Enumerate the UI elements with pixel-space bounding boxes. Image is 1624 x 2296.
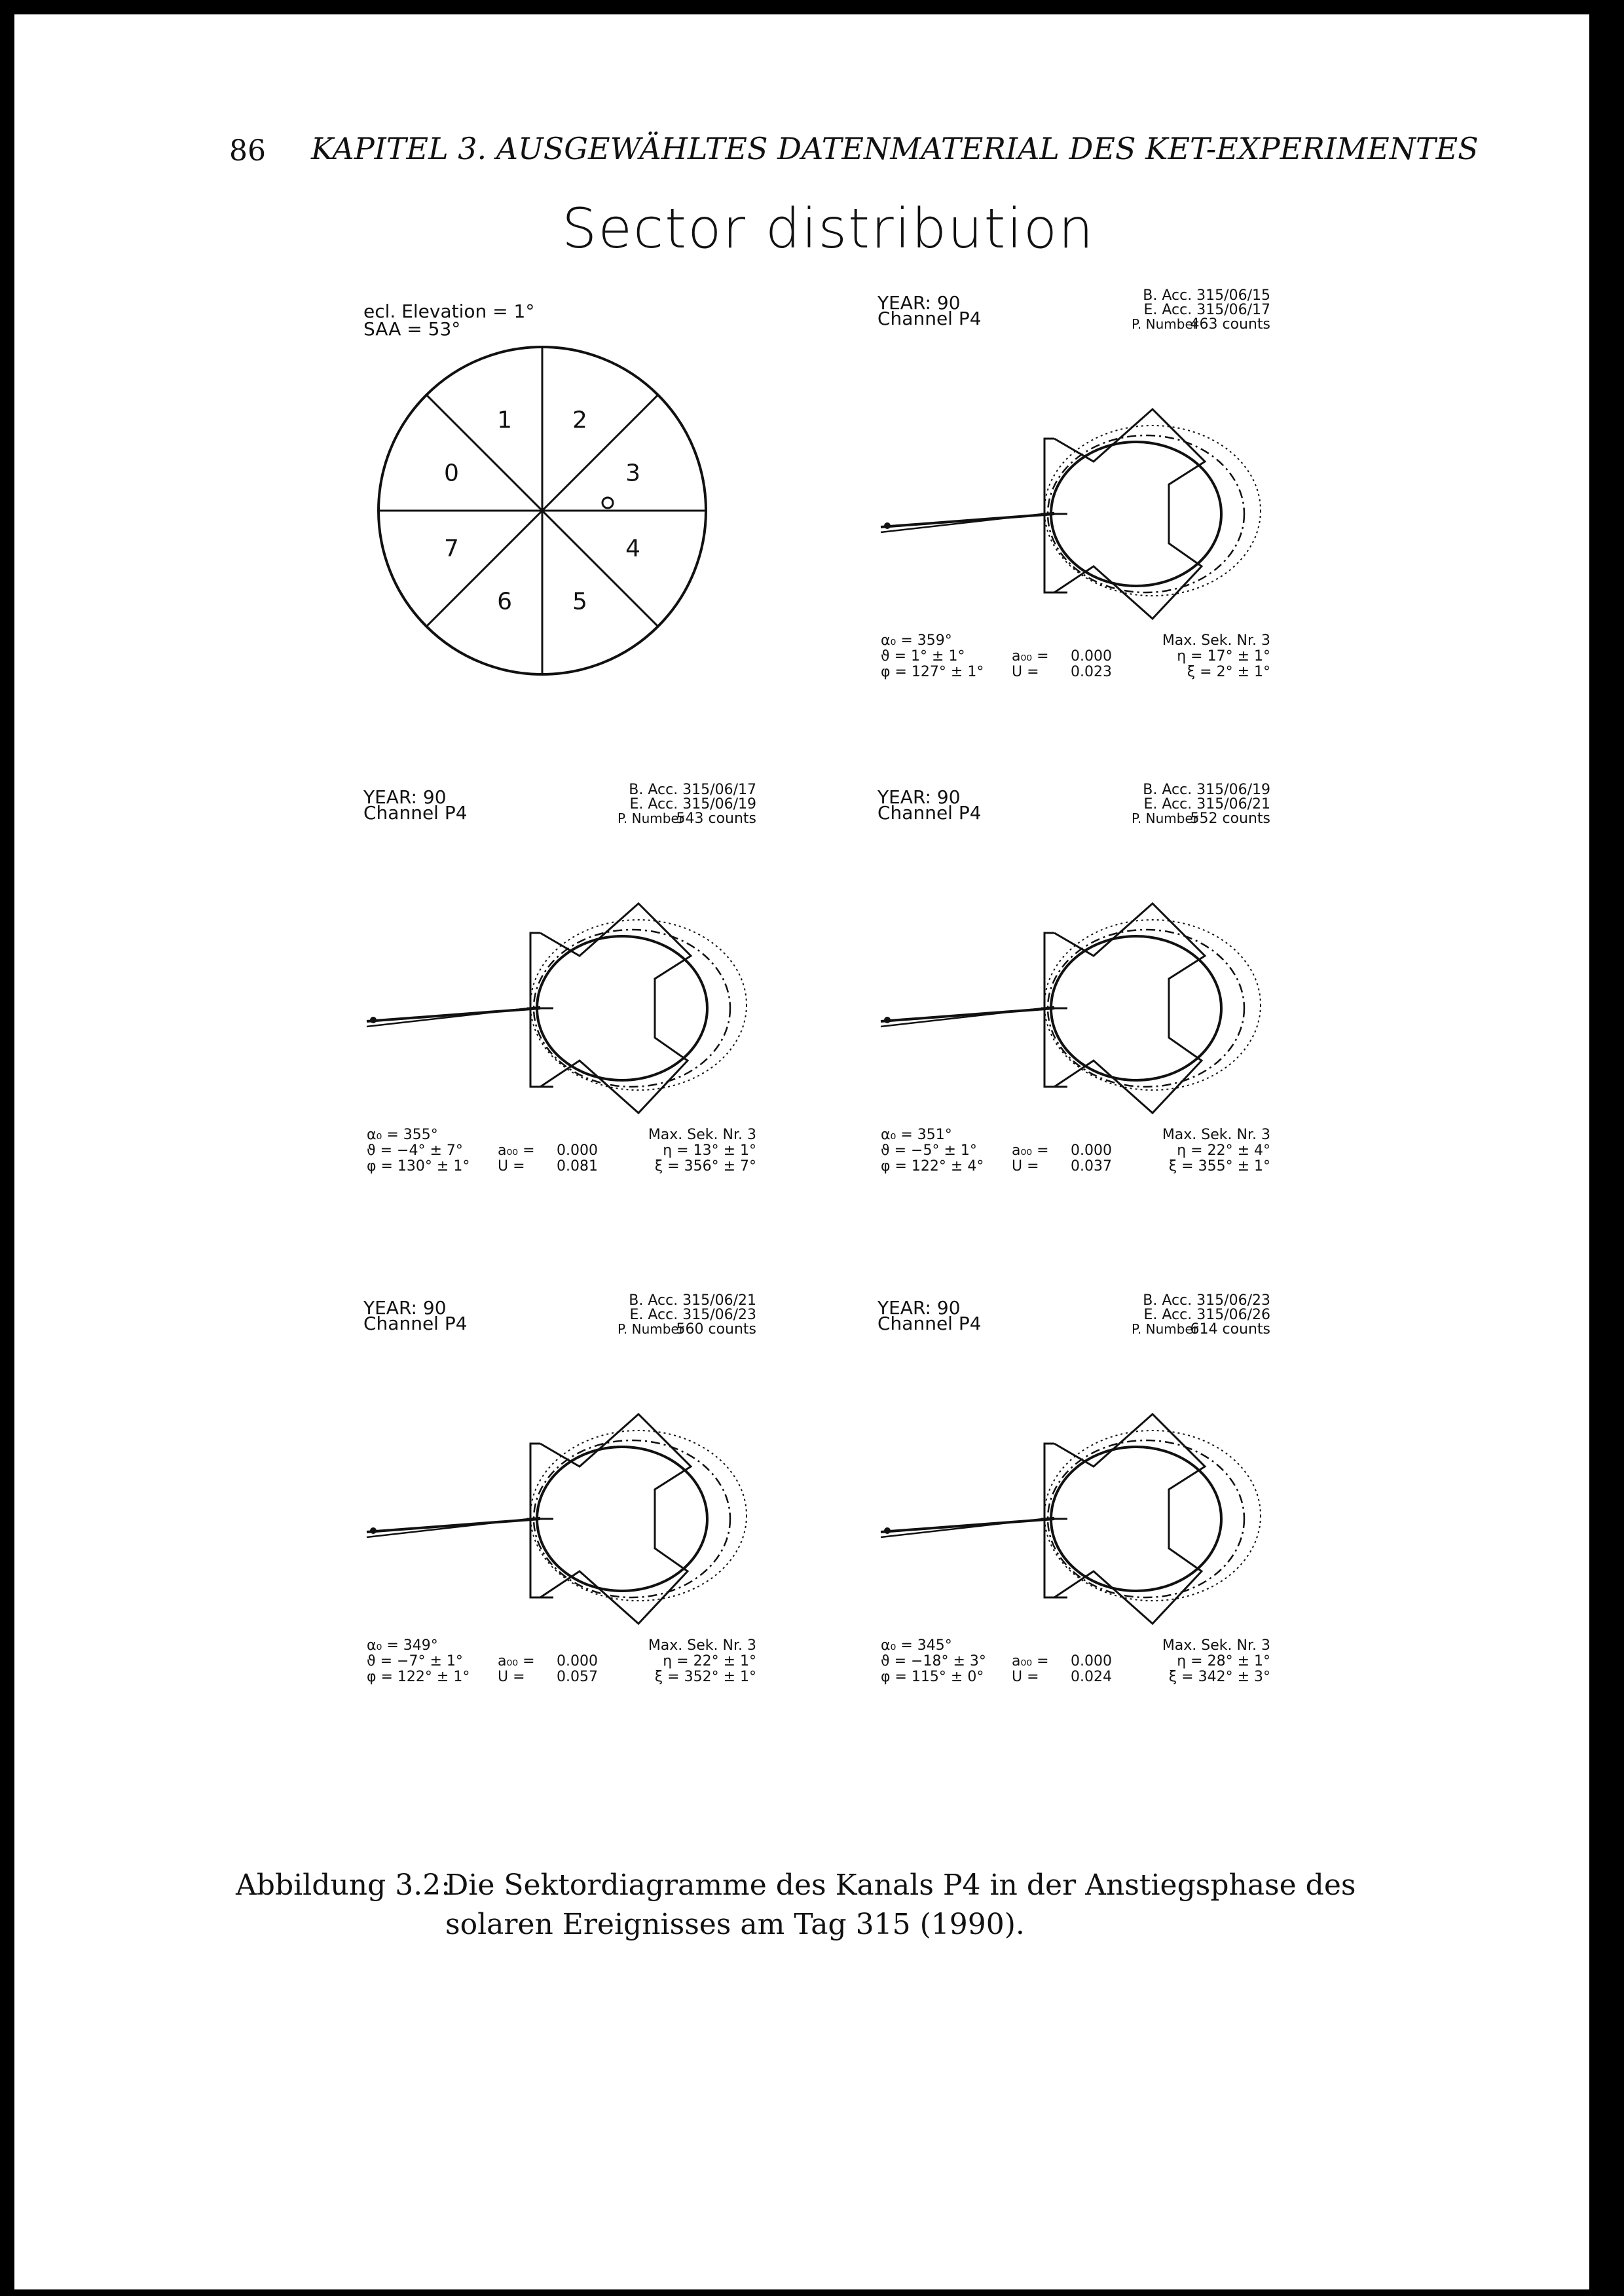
- panel-begin-acc: B. Acc. 315/06/21: [629, 1292, 756, 1309]
- param-a-label: a₀₀ =: [498, 1142, 535, 1159]
- param-a-label: a₀₀ =: [498, 1653, 535, 1669]
- param-max-sector: Max. Sek. Nr. 3: [648, 1127, 756, 1143]
- fit-curve: [1051, 1447, 1221, 1591]
- param-max-sector: Max. Sek. Nr. 3: [1162, 632, 1270, 649]
- param-eta: η = 22° ± 1°: [663, 1653, 756, 1669]
- sector-label-0: 0: [443, 460, 459, 487]
- param-max-sector: Max. Sek. Nr. 3: [648, 1637, 756, 1654]
- param-max-sector: Max. Sek. Nr. 3: [1162, 1637, 1270, 1654]
- param-eta: η = 13° ± 1°: [663, 1142, 756, 1159]
- param-u-label: U =: [1012, 1669, 1039, 1685]
- param-a-value: 0.000: [1071, 1142, 1112, 1159]
- direction-line-b: [367, 1007, 540, 1027]
- panel-counts: 463 counts: [1190, 316, 1270, 333]
- param-theta: ϑ = −7° ± 1°: [367, 1653, 463, 1669]
- panel-channel: Channel P4: [363, 802, 468, 824]
- direction-endpoint: [370, 1017, 377, 1023]
- panel-year: YEAR: 90: [877, 786, 961, 808]
- panel-p-number-label: P. Number: [617, 1321, 684, 1337]
- direction-line-b: [881, 513, 1054, 532]
- caption-text: Die Sektordiagramme des Kanals P4 in der Anstiegsphase des solaren Ereignisses am Tag 315 (1990).: [445, 1868, 1356, 1941]
- param-u-value: 0.023: [1071, 664, 1112, 680]
- panel-end-acc: E. Acc. 315/06/23: [629, 1307, 756, 1323]
- param-alpha: α₀ = 345°: [881, 1637, 952, 1654]
- fit-curve: [1051, 936, 1221, 1080]
- fit-curve: [1051, 442, 1221, 586]
- sector-panel-3: [877, 782, 1270, 1175]
- param-u-label: U =: [498, 1158, 525, 1175]
- panel-begin-acc: B. Acc. 315/06/15: [1143, 287, 1270, 304]
- direction-marker-icon: [602, 498, 613, 508]
- param-eta: η = 22° ± 4°: [1177, 1142, 1270, 1159]
- param-phi: φ = 122° ± 1°: [367, 1669, 470, 1685]
- sector-label-2: 2: [572, 407, 587, 434]
- param-u-value: 0.057: [557, 1669, 598, 1685]
- direction-line-b: [881, 1518, 1054, 1537]
- param-phi: φ = 122° ± 4°: [881, 1158, 984, 1175]
- sector-label-1: 1: [497, 407, 513, 434]
- saa-label: SAA = 53°: [363, 318, 461, 340]
- fit-curve: [537, 1447, 707, 1591]
- panel-year: YEAR: 90: [877, 292, 961, 314]
- sector-panel-1: [877, 287, 1270, 680]
- panel-p-number-label: P. Number: [617, 811, 684, 826]
- direction-endpoint: [884, 522, 891, 529]
- param-xi: ξ = 356° ± 7°: [654, 1158, 756, 1175]
- param-u-value: 0.081: [557, 1158, 598, 1175]
- param-a-value: 0.000: [557, 1653, 598, 1669]
- fit-curve-dashdot: [1048, 930, 1244, 1087]
- fit-curve-dashdot: [534, 930, 730, 1087]
- panel-begin-acc: B. Acc. 315/06/19: [1143, 782, 1270, 798]
- param-xi: ξ = 342° ± 3°: [1168, 1669, 1270, 1685]
- param-theta: ϑ = −5° ± 1°: [881, 1142, 977, 1159]
- param-u-label: U =: [1012, 664, 1039, 680]
- param-a-label: a₀₀ =: [1012, 648, 1049, 665]
- panel-end-acc: E. Acc. 315/06/17: [1143, 302, 1270, 318]
- panel-year: YEAR: 90: [363, 1297, 447, 1319]
- panel-year: YEAR: 90: [363, 786, 447, 808]
- direction-line-b: [367, 1518, 540, 1537]
- param-alpha: α₀ = 349°: [367, 1637, 438, 1654]
- param-a-value: 0.000: [1071, 648, 1112, 665]
- panel-end-acc: E. Acc. 315/06/26: [1143, 1307, 1270, 1323]
- param-a-value: 0.000: [557, 1142, 598, 1159]
- panel-counts: 560 counts: [676, 1321, 756, 1338]
- sector-panel-4: [363, 1292, 756, 1685]
- panel-channel: Channel P4: [363, 1313, 468, 1334]
- caption-label: Abbildung 3.2:: [236, 1868, 451, 1902]
- fit-curve-dashdot: [1048, 435, 1244, 592]
- param-phi: φ = 127° ± 1°: [881, 664, 984, 680]
- sector-panel-5: [877, 1292, 1270, 1685]
- panel-p-number-label: P. Number: [1131, 811, 1198, 826]
- param-phi: φ = 130° ± 1°: [367, 1158, 470, 1175]
- sector-label-6: 6: [497, 588, 513, 615]
- direction-endpoint: [884, 1017, 891, 1023]
- panel-channel: Channel P4: [877, 1313, 982, 1334]
- param-a-label: a₀₀ =: [1012, 1653, 1049, 1669]
- param-u-label: U =: [498, 1669, 525, 1685]
- param-max-sector: Max. Sek. Nr. 3: [1162, 1127, 1270, 1143]
- panel-begin-acc: B. Acc. 315/06/17: [629, 782, 756, 798]
- panel-p-number-label: P. Number: [1131, 316, 1198, 332]
- param-theta: ϑ = −4° ± 7°: [367, 1142, 463, 1159]
- param-xi: ξ = 352° ± 1°: [654, 1669, 756, 1685]
- param-a-label: a₀₀ =: [1012, 1142, 1049, 1159]
- param-eta: η = 28° ± 1°: [1177, 1653, 1270, 1669]
- param-a-value: 0.000: [1071, 1653, 1112, 1669]
- direction-endpoint: [884, 1527, 891, 1534]
- fit-curve-dashdot: [534, 1440, 730, 1597]
- figure-title: Sector distribution: [562, 196, 1095, 261]
- param-theta: ϑ = 1° ± 1°: [881, 648, 965, 665]
- panel-channel: Channel P4: [877, 308, 982, 329]
- param-alpha: α₀ = 351°: [881, 1127, 952, 1143]
- panel-begin-acc: B. Acc. 315/06/23: [1143, 1292, 1270, 1309]
- panel-channel: Channel P4: [877, 802, 982, 824]
- param-xi: ξ = 2° ± 1°: [1187, 664, 1270, 680]
- panel-counts: 552 counts: [1190, 811, 1270, 827]
- direction-endpoint: [370, 1527, 377, 1534]
- sector-label-5: 5: [572, 588, 587, 615]
- param-xi: ξ = 355° ± 1°: [1168, 1158, 1270, 1175]
- sector-label-7: 7: [443, 535, 459, 562]
- fit-curve-dashdot: [1048, 1440, 1244, 1597]
- elevation-label: ecl. Elevation = 1°: [363, 301, 535, 322]
- page-number: 86: [229, 134, 266, 168]
- sector-label-3: 3: [625, 460, 641, 487]
- panel-year: YEAR: 90: [877, 1297, 961, 1319]
- param-eta: η = 17° ± 1°: [1177, 648, 1270, 665]
- param-phi: φ = 115° ± 0°: [881, 1669, 984, 1685]
- panel-end-acc: E. Acc. 315/06/19: [629, 796, 756, 812]
- param-alpha: α₀ = 359°: [881, 632, 952, 649]
- sector-key-panel: [363, 301, 706, 674]
- sector-panel-2: [363, 782, 756, 1175]
- param-theta: ϑ = −18° ± 3°: [881, 1653, 986, 1669]
- panel-counts: 614 counts: [1190, 1321, 1270, 1338]
- panel-end-acc: E. Acc. 315/06/21: [1143, 796, 1270, 812]
- sector-label-4: 4: [625, 535, 641, 562]
- panel-counts: 543 counts: [676, 811, 756, 827]
- param-u-value: 0.037: [1071, 1158, 1112, 1175]
- chapter-title: KAPITEL 3. AUSGEWÄHLTES DATENMATERIAL DES KET-EXPERIMENTES: [311, 131, 1479, 166]
- fit-curve: [537, 936, 707, 1080]
- param-u-label: U =: [1012, 1158, 1039, 1175]
- param-alpha: α₀ = 355°: [367, 1127, 438, 1143]
- panel-p-number-label: P. Number: [1131, 1321, 1198, 1337]
- param-u-value: 0.024: [1071, 1669, 1112, 1685]
- direction-line-b: [881, 1007, 1054, 1027]
